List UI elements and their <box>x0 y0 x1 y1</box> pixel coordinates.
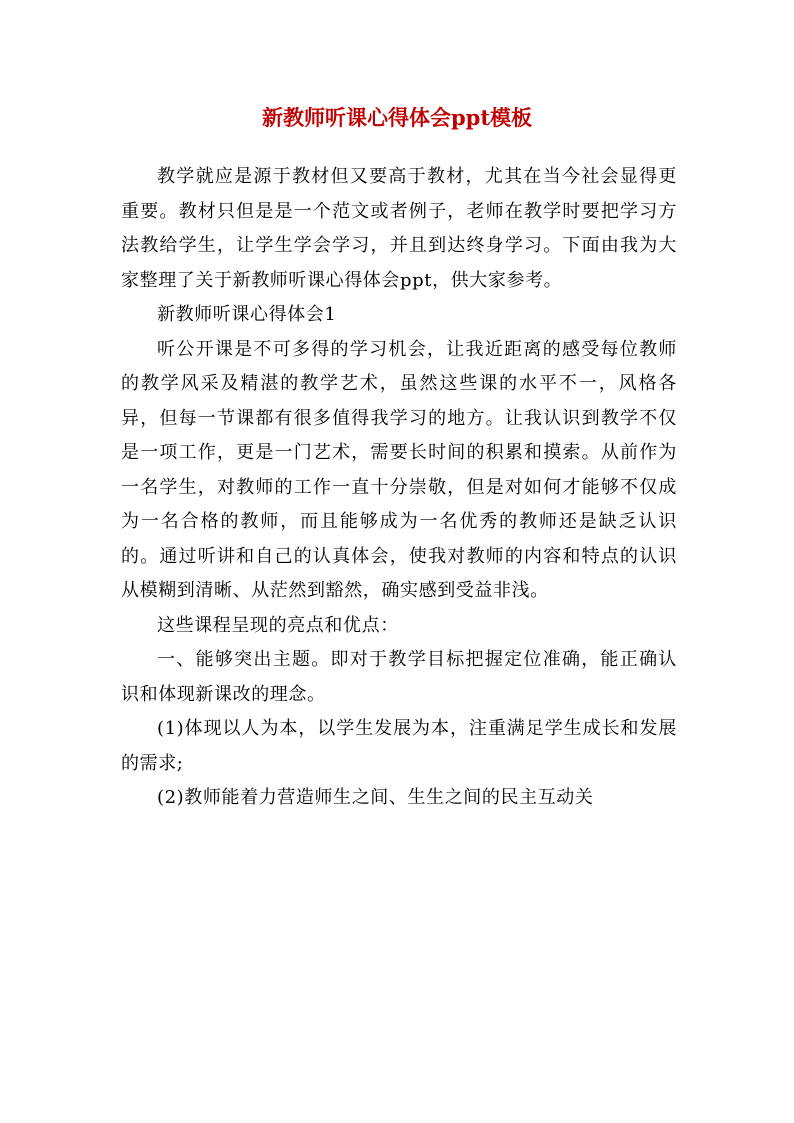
document-title: 新教师听课心得体会ppt模板 <box>261 105 533 130</box>
paragraph-subpoint-1: (1)体现以人为本，以学生发展为本，注重满足学生成长和发展的需求; <box>121 718 677 774</box>
paragraph-body: 听公开课是不可多得的学习机会，让我近距离的感受每位教师的教学风采及精湛的教学艺术，虽然这些课的水平不一，风格各异，但每一节课都有很多值得我学习的地方。让我认识到教学不仅是一项工作，更是一门艺术，需要长时间的积累和摸索。从前作为一名学生，对教师的工作一直十分崇敬，但是对如何才能够不仅成为一名合格的教师，而且能够成为一名优秀的教师还是缺乏认识的。通过听讲和自己的认真体会，使我对教师的内容和特点的认识从模糊到清晰、从茫然到豁然，确实感到受益非浅。 <box>121 338 677 601</box>
section-heading: 新教师听课心得体会1 <box>157 304 337 325</box>
paragraph-intro: 教学就应是源于教材但又要高于教材，尤其在当今社会显得更重要。教材只但是是一个范文或者例子，老师在教学时要把学习方法教给学生，让学生学会学习，并且到达终身学习。下面由我为大家整理了关于新教师听课心得体会ppt，供大家参考。 <box>121 166 677 291</box>
paragraph-highlights-intro: 这些课程呈现的亮点和优点： <box>157 614 399 636</box>
document-body <box>121 160 677 816</box>
paragraph-point-one: 一、能够突出主题。即对于教学目标把握定位准确，能正确认识和体现新课改的理念。 <box>121 649 677 705</box>
paragraph-subpoint-2: (2)教师能着力营造师生之间、生生之间的民主互动关 <box>157 787 594 808</box>
